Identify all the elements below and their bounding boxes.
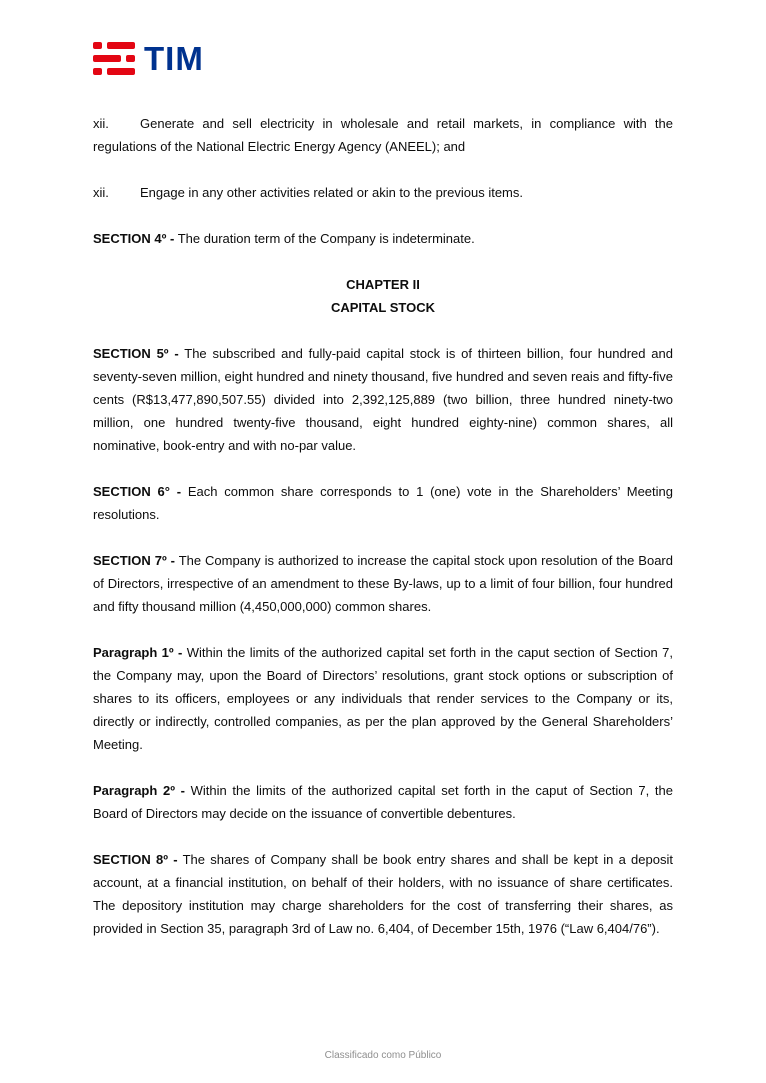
section-8-paragraph	[93, 848, 673, 940]
tim-logo-text: TIM	[144, 39, 204, 78]
section-4-text: The duration term of the Company is indeterminate.	[177, 231, 475, 246]
tim-logo	[93, 39, 204, 78]
list-item	[93, 112, 673, 158]
section-6-label: SECTION 6° -	[93, 484, 182, 499]
section-8-text: The shares of Company shall be book entry shares and shall be kept in a deposit account, at a financial institution, on behalf of their holders, with no issuance of share certificates. The depository institution may charge shareholders for the cost of transferring their shares, as provided in Section 35, paragraph 3rd of Law no. 6,404, of December 15th, 1976 (“Law 6,404/76”).	[93, 852, 673, 936]
list-item-text: Generate and sell electricity in wholesale and retail markets, in compliance with the regulations of the National Electric Energy Agency (ANEEL); and	[93, 116, 673, 154]
section-8-label: SECTION 8º -	[93, 852, 178, 867]
chapter-subtitle: CAPITAL STOCK	[330, 300, 435, 315]
section-4-paragraph	[93, 227, 673, 250]
section-4-label: SECTION 4º -	[93, 231, 175, 246]
chapter-heading	[93, 273, 673, 319]
list-item-marker: xii.	[93, 116, 109, 131]
paragraph-2-label: Paragraph 2º -	[93, 783, 185, 798]
paragraph-2	[93, 779, 673, 825]
list-item-marker: xii.	[93, 185, 109, 200]
paragraph-1-text: Within the limits of the authorized capital set forth in the caput section of Section 7, the Company may, upon the Board of Directors’ resolutions, grant stock options or subscription of shares to its officers, employees or any individuals that render services to the Company or its, directly or indirectly, controlled companies, as per the plan approved by the General Shareholders’ Meeting.	[93, 645, 673, 752]
section-5-text: The subscribed and fully-paid capital stock is of thirteen billion, four hundred and seventy-seven million, eight hundred and ninety thousand, five hundred and seven reais and fifty-five cents (R$13,477,890,507.55) divided into 2,392,125,889 (two billion, three hundred ninety-two million, one hundred twenty-five thousand, eight hundred eighty-nine) common shares, all nominative, book-entry and with no-par value.	[93, 346, 673, 453]
list-item-text: Engage in any other activities related or akin to the previous items.	[140, 185, 523, 200]
paragraph-2-text: Within the limits of the authorized capital set forth in the caput of Section 7, the Board of Directors may decide on the issuance of convertible debentures.	[93, 783, 673, 821]
tim-logo-icon	[93, 42, 135, 75]
chapter-title: CHAPTER II	[346, 277, 420, 292]
section-6-paragraph	[93, 480, 673, 526]
paragraph-1-label: Paragraph 1º -	[93, 645, 183, 660]
list-item	[93, 181, 673, 204]
section-7-text: The Company is authorized to increase the capital stock upon resolution of the Board of Directors, irrespective of an amendment to these By-laws, up to a limit of four billion, four hundred and fifty thousand million (4,450,000,000) common shares.	[93, 553, 673, 614]
paragraph-1	[93, 641, 673, 756]
section-5-paragraph	[93, 342, 673, 457]
document-body	[93, 112, 673, 963]
section-7-paragraph	[93, 549, 673, 618]
classification-footer: Classificado como Público	[324, 1050, 442, 1061]
section-7-label: SECTION 7º -	[93, 553, 175, 568]
section-5-label: SECTION 5º -	[93, 346, 179, 361]
section-6-text: Each common share corresponds to 1 (one) vote in the Shareholders’ Meeting resolutions.	[93, 484, 673, 522]
